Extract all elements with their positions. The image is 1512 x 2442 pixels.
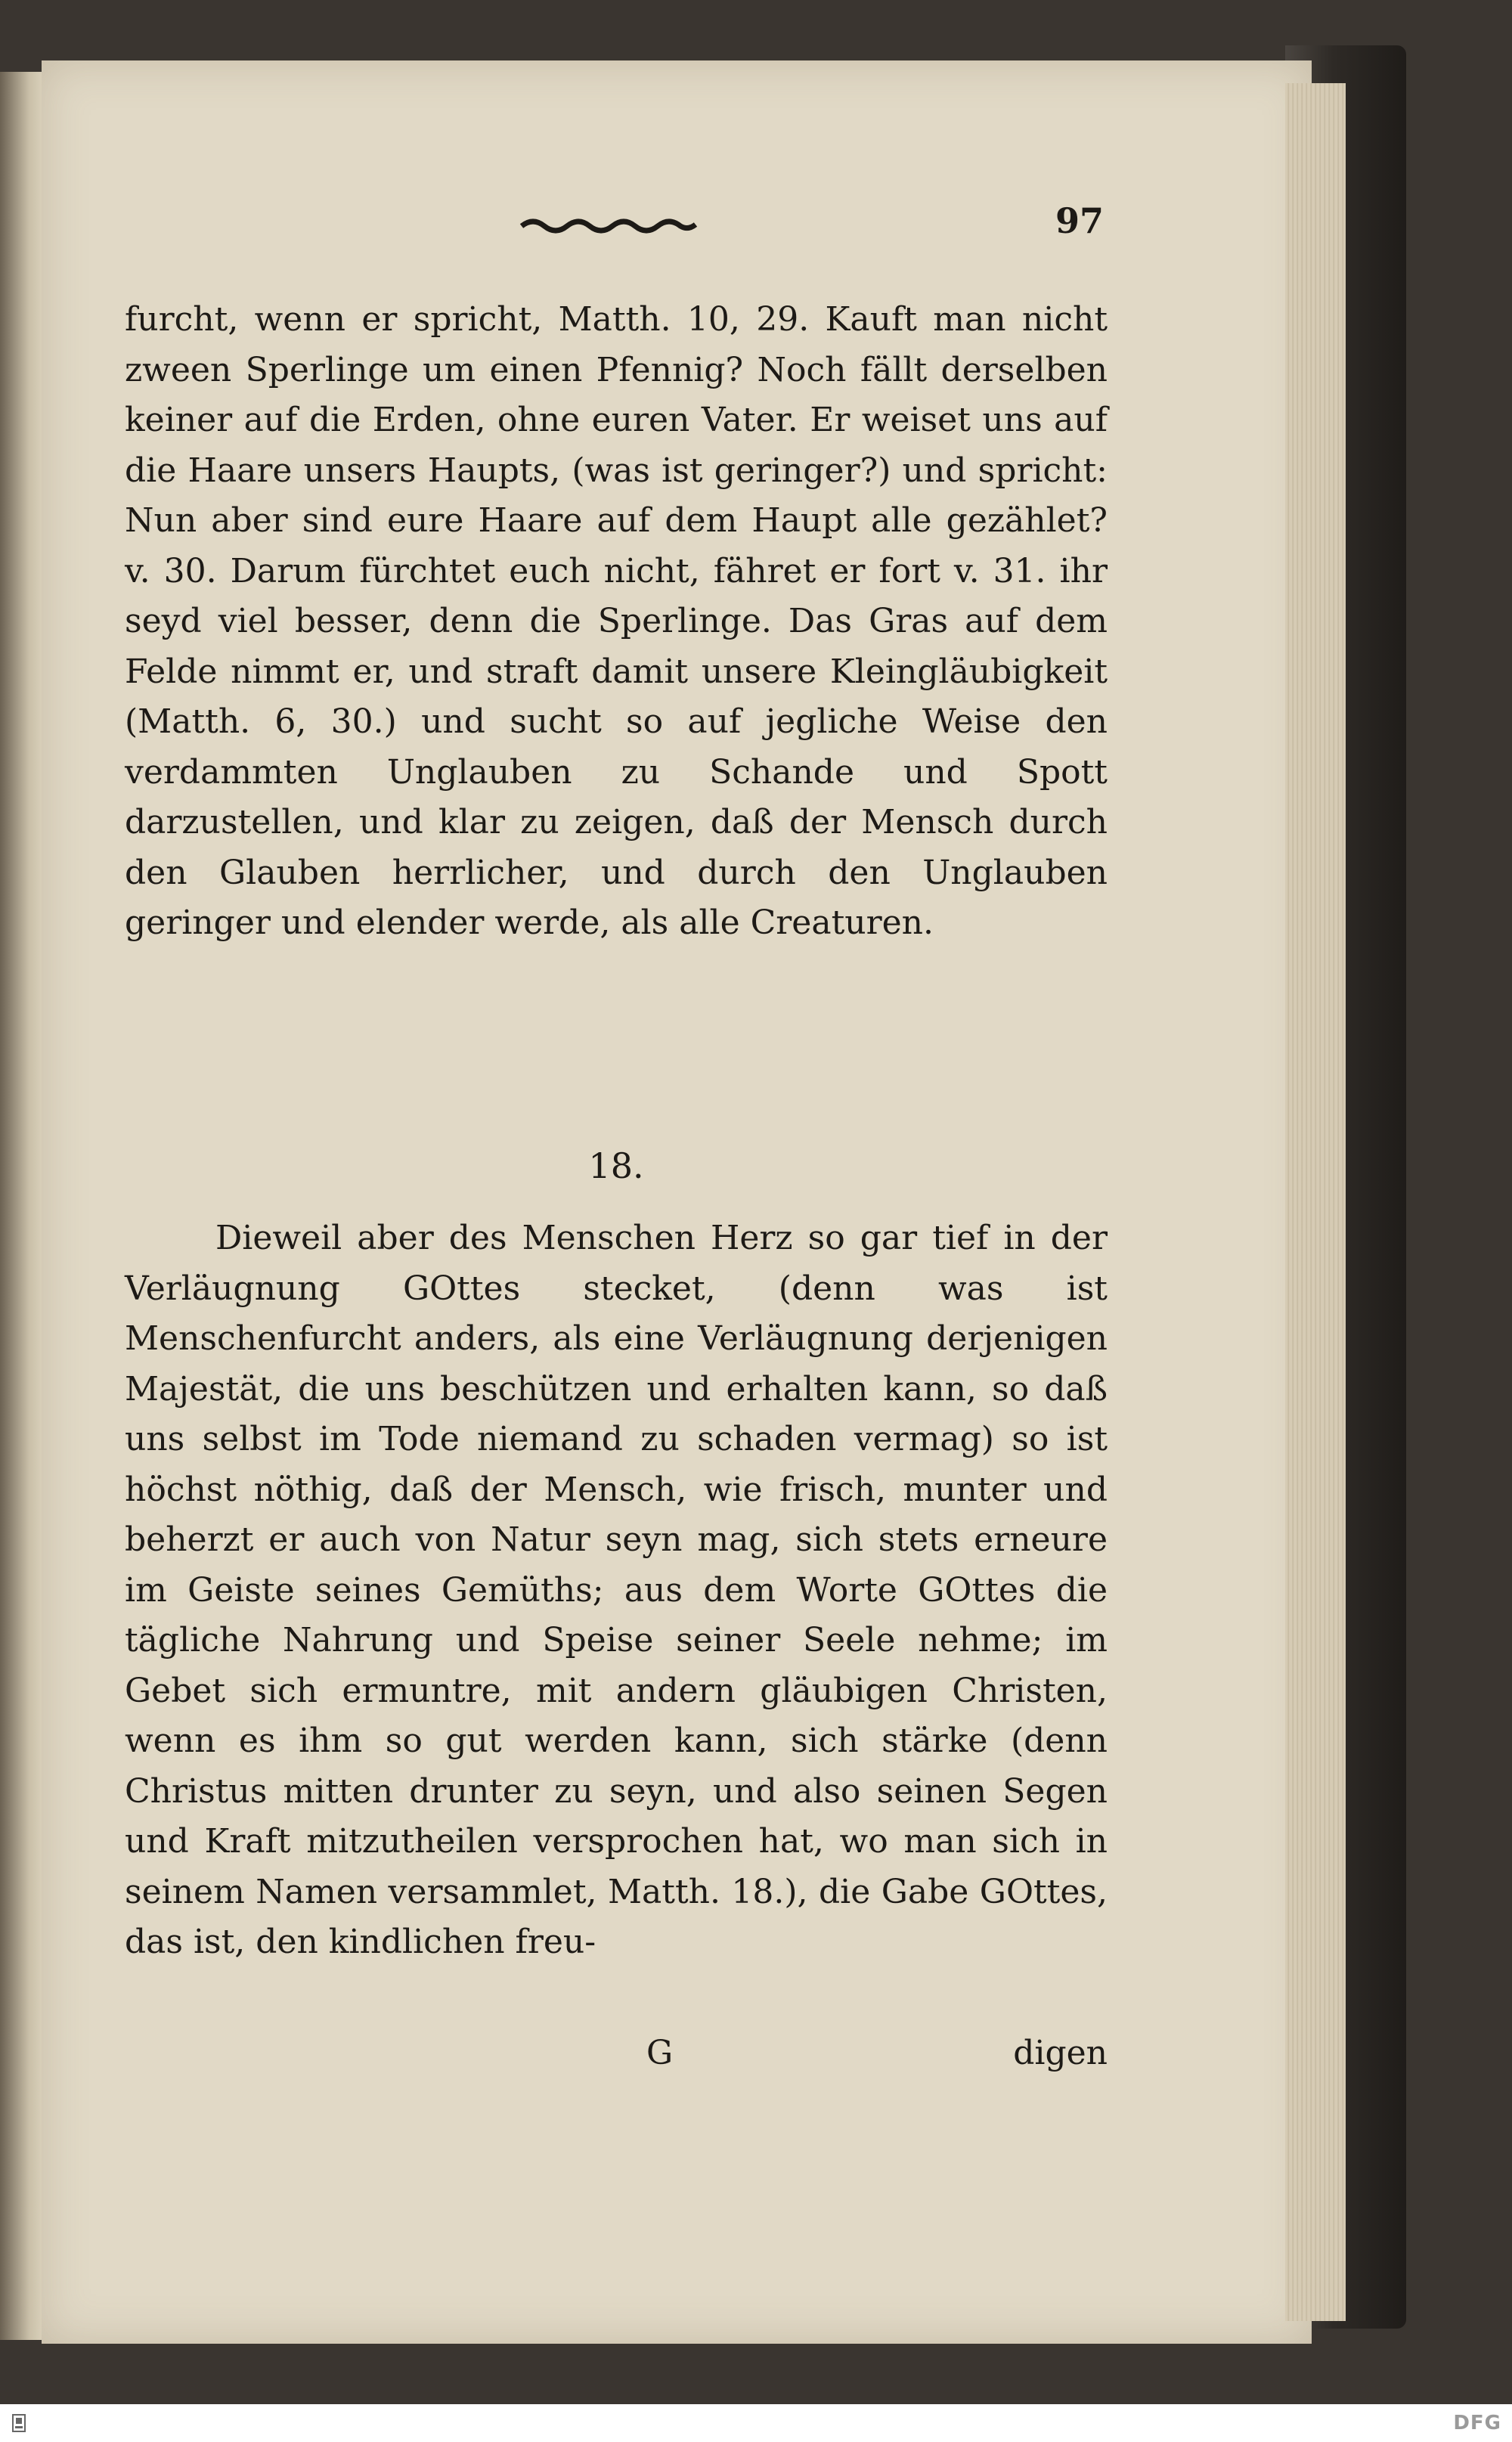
library-crest-icon	[6, 2410, 32, 2436]
page-number: 97	[1055, 200, 1104, 241]
section-number: 18.	[588, 1145, 644, 1186]
catchword: digen	[1013, 2034, 1108, 2072]
viewer-footer	[0, 2404, 1512, 2442]
paragraph-section-18: Dieweil aber des Menschen Herz so gar tief in der Verläugnung GOttes stecket, (denn was ist Menschenfurcht anders, als eine Verläugnung derjenigen Majestät, die uns beschützen und erhalten kann, so daß uns selbst im Tode niemand zu schaden vermag) so ist höchst nöthig, daß der Mensch, wie frisch, munter und beherzt er auch von Natur seyn mag, sich stets erneure im Geiste seines Gemüths; aus dem Worte GOttes die tägliche Nahrung und Speise seiner Seele nehme; im Gebet sich ermuntre, mit andern gläubigen Christen, wenn es ihm so gut werden kann, sich stärke (denn Christus mitten drunter zu seyn, und also seinen Segen und Kraft mitzutheilen versprochen hat, wo man sich in seinem Namen versammlet, Matth. 18.), die Gabe GOttes, das ist, den kindlichen freu-	[125, 1219, 1108, 1961]
ornament-rule-icon	[518, 208, 699, 238]
dfg-logo: DFG	[1453, 2412, 1501, 2434]
paragraph-continuation: furcht, wenn er spricht, Matth. 10, 29. Kauft man nicht zween Sperlinge um einen Pfennig? Noch fällt derselben keiner auf die Erden, ohne euren Vater. Er weiset uns auf die Haare unsers Haupts, (was ist geringer?) und spricht: Nun aber sind eure Haare auf dem Haupt alle gezählet? v. 30. Darum fürchtet euch nicht, fähret er fort v. 31. ihr seyd viel besser, denn die Sperlinge. Das Gras auf dem Felde nimmt er, und straft damit unsere Kleingläubigkeit (Matth. 6, 30.) und sucht so auf jegliche Weise den verdammten Unglauben zu Schande und Spott darzustellen, und klar zu zeigen, daß der Mensch durch den Glauben herrlicher, und durch den Unglauben geringer und elender werde, als alle Creaturen.	[125, 300, 1108, 942]
page-edges	[1285, 83, 1346, 2321]
signature-mark: G	[646, 2034, 674, 2072]
book-gutter	[0, 72, 42, 2340]
page-footer-line	[125, 2034, 1108, 2087]
page-header	[87, 200, 1104, 268]
